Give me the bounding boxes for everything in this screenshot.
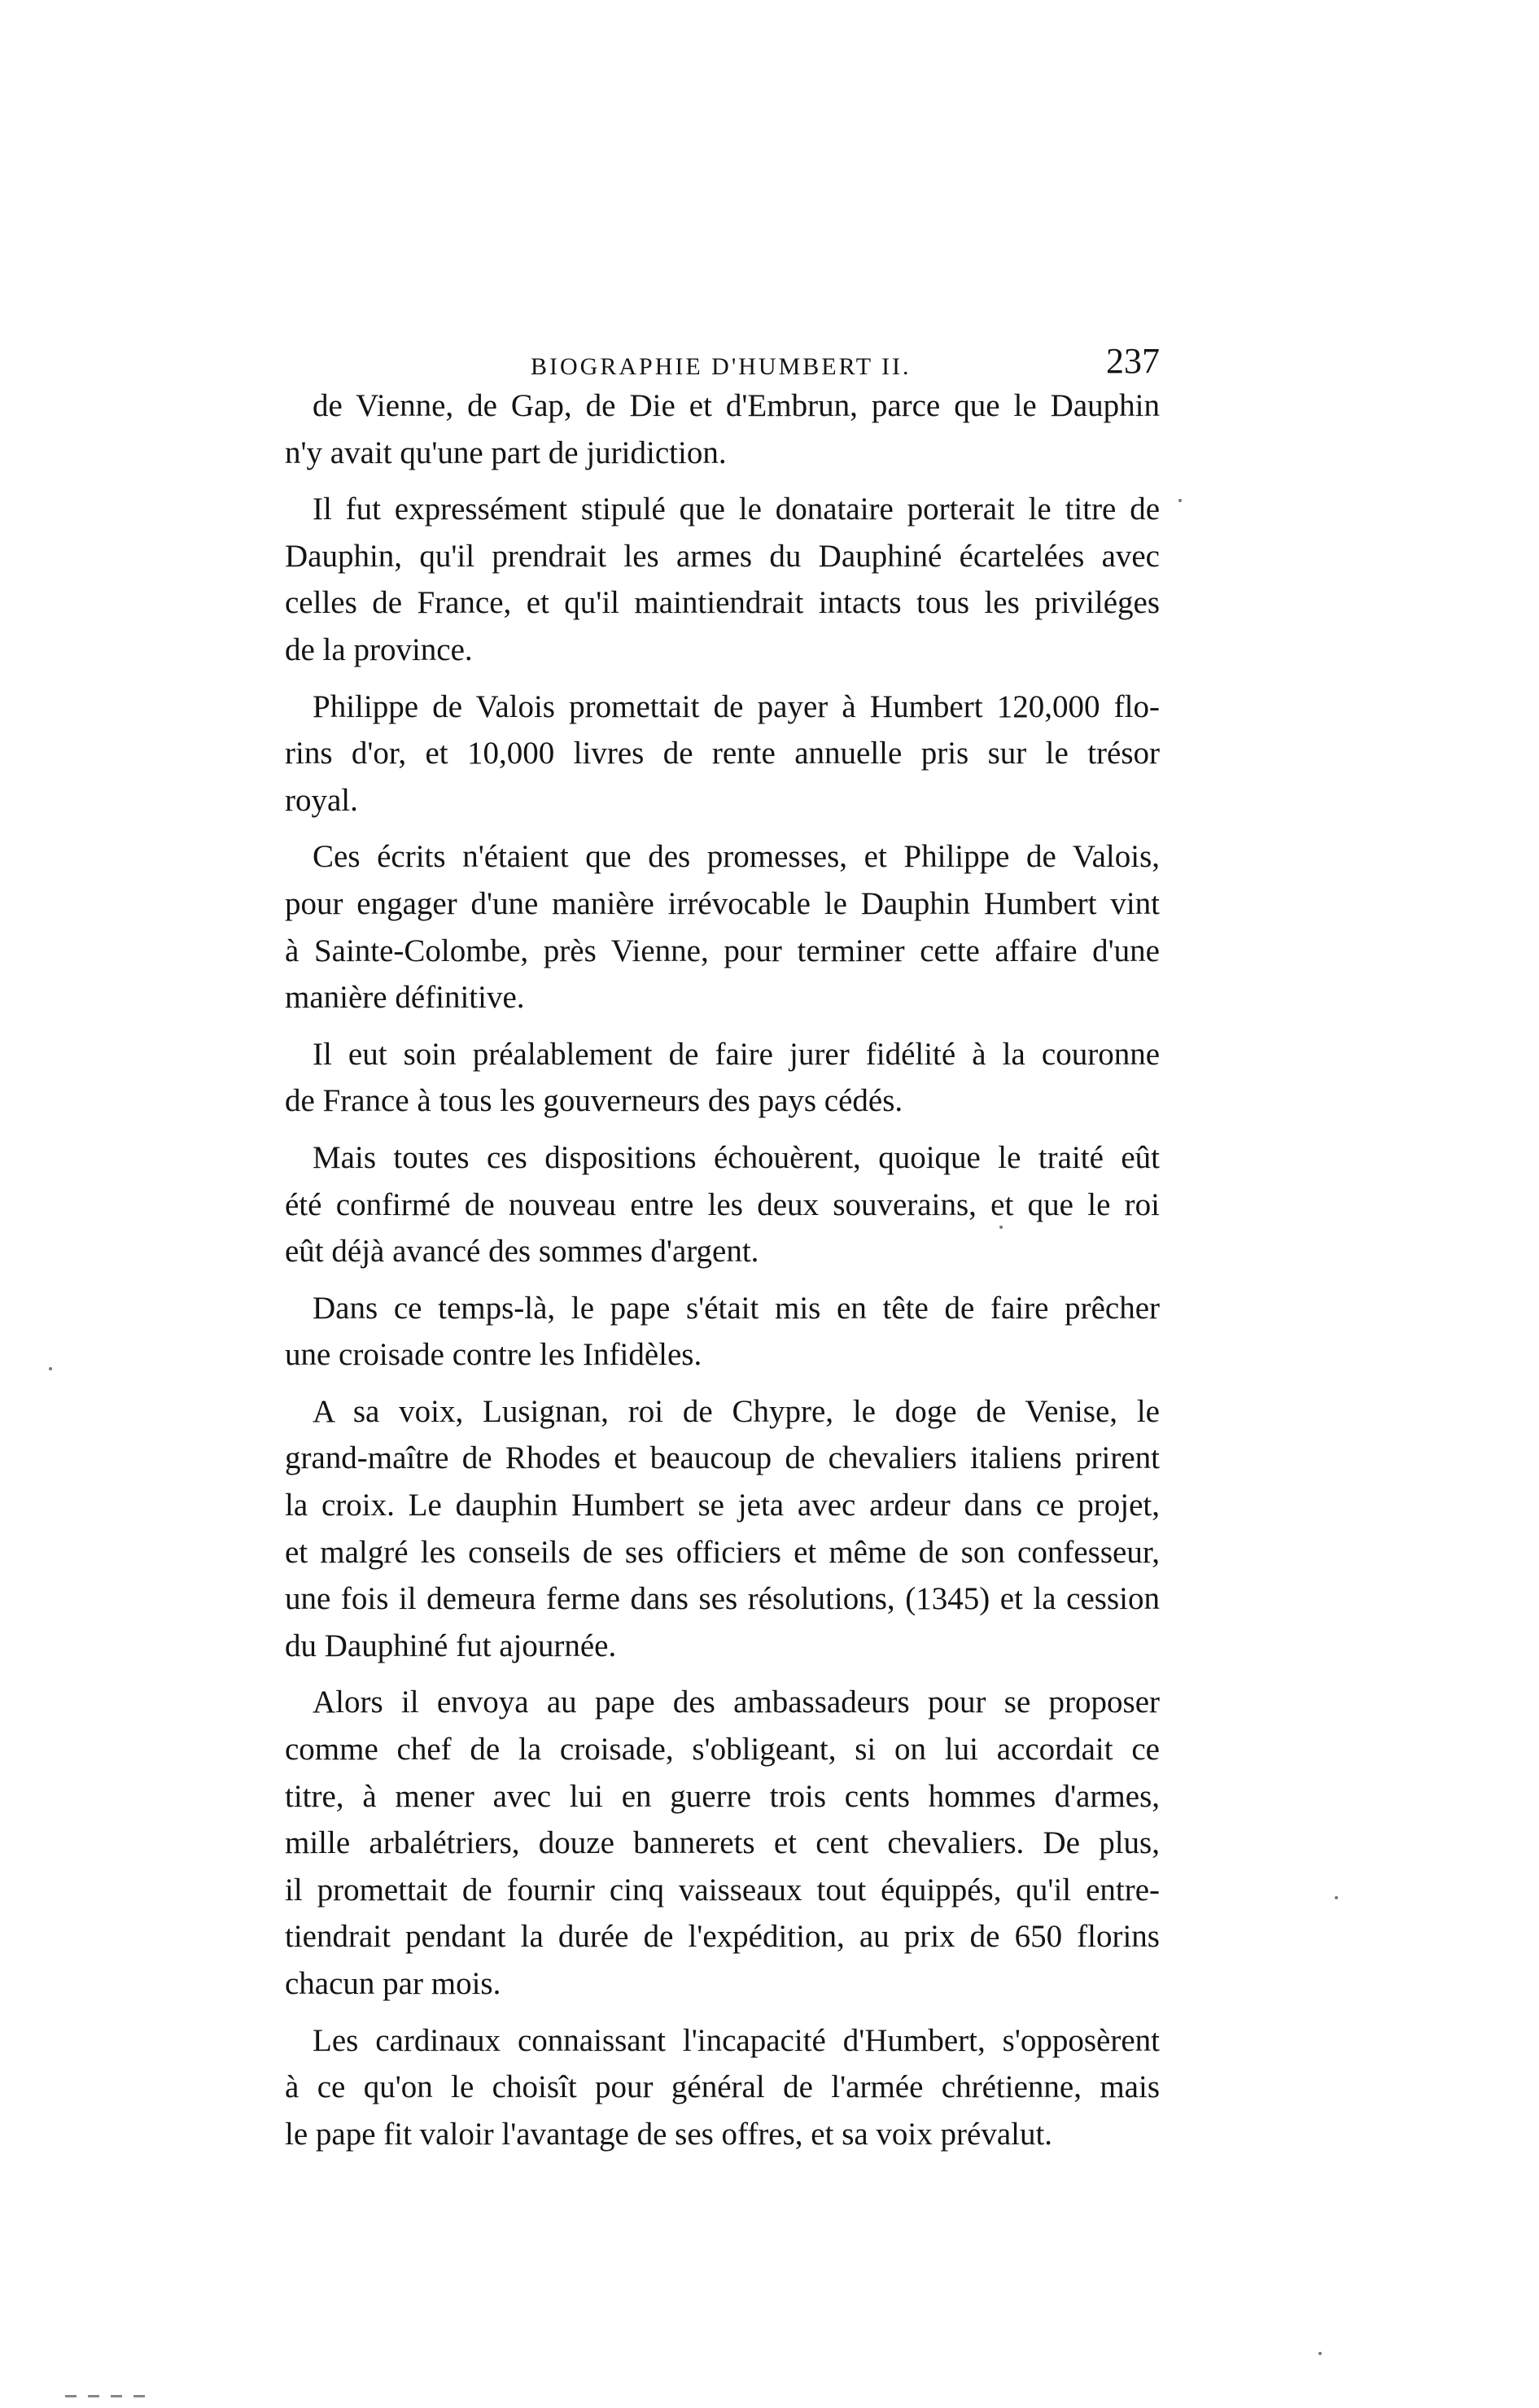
text-line: mille arbalétriers, douze bannerets et cent chevaliers. De plus, [285,1825,1160,1861]
paragraph [285,1134,1160,1275]
page-speck [1335,1896,1338,1899]
paragraph [285,2017,1160,2158]
text-line: Dauphin, qu'il prendrait les armes du Dauphiné écartelées avec [285,538,1160,574]
text-line: à ce qu'on le choisît pour général de l'armée chrétienne, mais [285,2069,1160,2105]
text-line: titre, à mener avec lui en guerre trois cents hommes d'armes, [285,1778,1160,1814]
text-line: été confirmé de nouveau entre les deux souverains, et que le roi [285,1187,1160,1222]
scan-mark [65,2395,77,2397]
paragraph [285,833,1160,1020]
text-line: à Sainte-Colombe, près Vienne, pour terminer cette affaire d'une [285,933,1160,968]
paragraph [285,382,1160,476]
text-line: n'y avait qu'une part de juridiction. [285,435,727,470]
text-line: de France à tous les gouverneurs des pays cédés. [285,1083,903,1119]
text-line: Dans ce temps-là, le pape s'était mis en tête de faire prêcher [313,1290,1160,1326]
text-line: et malgré les conseils de ses officiers et même de son confesseur, [285,1534,1160,1570]
page-speck [49,1367,52,1370]
text-line: royal. [285,782,358,818]
text-line: celles de France, et qu'il maintiendrait intacts tous les priviléges [285,585,1160,621]
text-line: eût déjà avancé des sommes d'argent. [285,1234,759,1270]
text-line: A sa voix, Lusignan, roi de Chypre, le doge de Venise, le [313,1393,1160,1429]
text-line: chacun par mois. [285,1966,501,2001]
page-number: 237 [1106,341,1160,381]
text-line: Alors il envoya au pape des ambassadeurs pour se proposer [313,1685,1160,1720]
footer-scan-marks [65,2388,244,2397]
scan-mark [133,2395,145,2397]
page-speck [999,1226,1003,1229]
body-text [285,382,1160,2167]
scan-mark [111,2395,122,2397]
text-line: Ces écrits n'étaient que des promesses, et Philippe de Valois, [313,839,1160,875]
text-line: grand-maître de Rhodes et beaucoup de chevaliers italiens prirent [285,1440,1160,1476]
text-line: de Vienne, de Gap, de Die et d'Embrun, parce que le Dauphin [313,388,1160,423]
text-line: tiendrait pendant la durée de l'expédition, au prix de 650 florins [285,1919,1160,1955]
running-head: BIOGRAPHIE D'HUMBERT II. [531,353,912,380]
page-speck [1178,499,1182,502]
text-line: manière définitive. [285,980,525,1016]
text-line: pour engager d'une manière irrévocable le Dauphin Humbert vint [285,885,1160,921]
paragraph [285,684,1160,824]
text-line: du Dauphiné fut ajournée. [285,1628,617,1663]
text-line: Il eut soin préalablement de faire jurer fidélité à la couronne [313,1036,1160,1072]
text-line: la croix. Le dauphin Humbert se jeta avec ardeur dans ce projet, [285,1488,1160,1523]
paragraph [285,1388,1160,1670]
paragraph [285,486,1160,673]
paragraph [285,1031,1160,1125]
text-line: de la province. [285,631,473,667]
page-speck [1318,2352,1322,2355]
text-line: comme chef de la croisade, s'obligeant, si on lui accordait ce [285,1732,1160,1768]
paragraph [285,1679,1160,2007]
text-line: une croisade contre les Infidèles. [285,1337,702,1373]
page-header [285,334,1160,382]
text-line: rins d'or, et 10,000 livres de rente annuelle pris sur le trésor [285,736,1160,771]
text-line: une fois il demeura ferme dans ses résolutions, (1345) et la cession [285,1581,1160,1617]
text-line: Il fut expressément stipulé que le donataire porterait le titre de [313,492,1160,527]
text-line: Mais toutes ces dispositions échouèrent, quoique le traité eût [313,1139,1160,1175]
scan-mark [88,2395,99,2397]
text-line: le pape fit valoir l'avantage de ses offres, et sa voix prévalut. [285,2116,1053,2152]
text-line: Philippe de Valois promettait de payer à Humbert 120,000 flo- [313,688,1160,724]
text-line: il promettait de fournir cinq vaisseaux tout équippés, qu'il entre- [285,1872,1160,1908]
text-line: Les cardinaux connaissant l'incapacité d'Humbert, s'opposèrent [313,2022,1160,2058]
paragraph [285,1285,1160,1379]
